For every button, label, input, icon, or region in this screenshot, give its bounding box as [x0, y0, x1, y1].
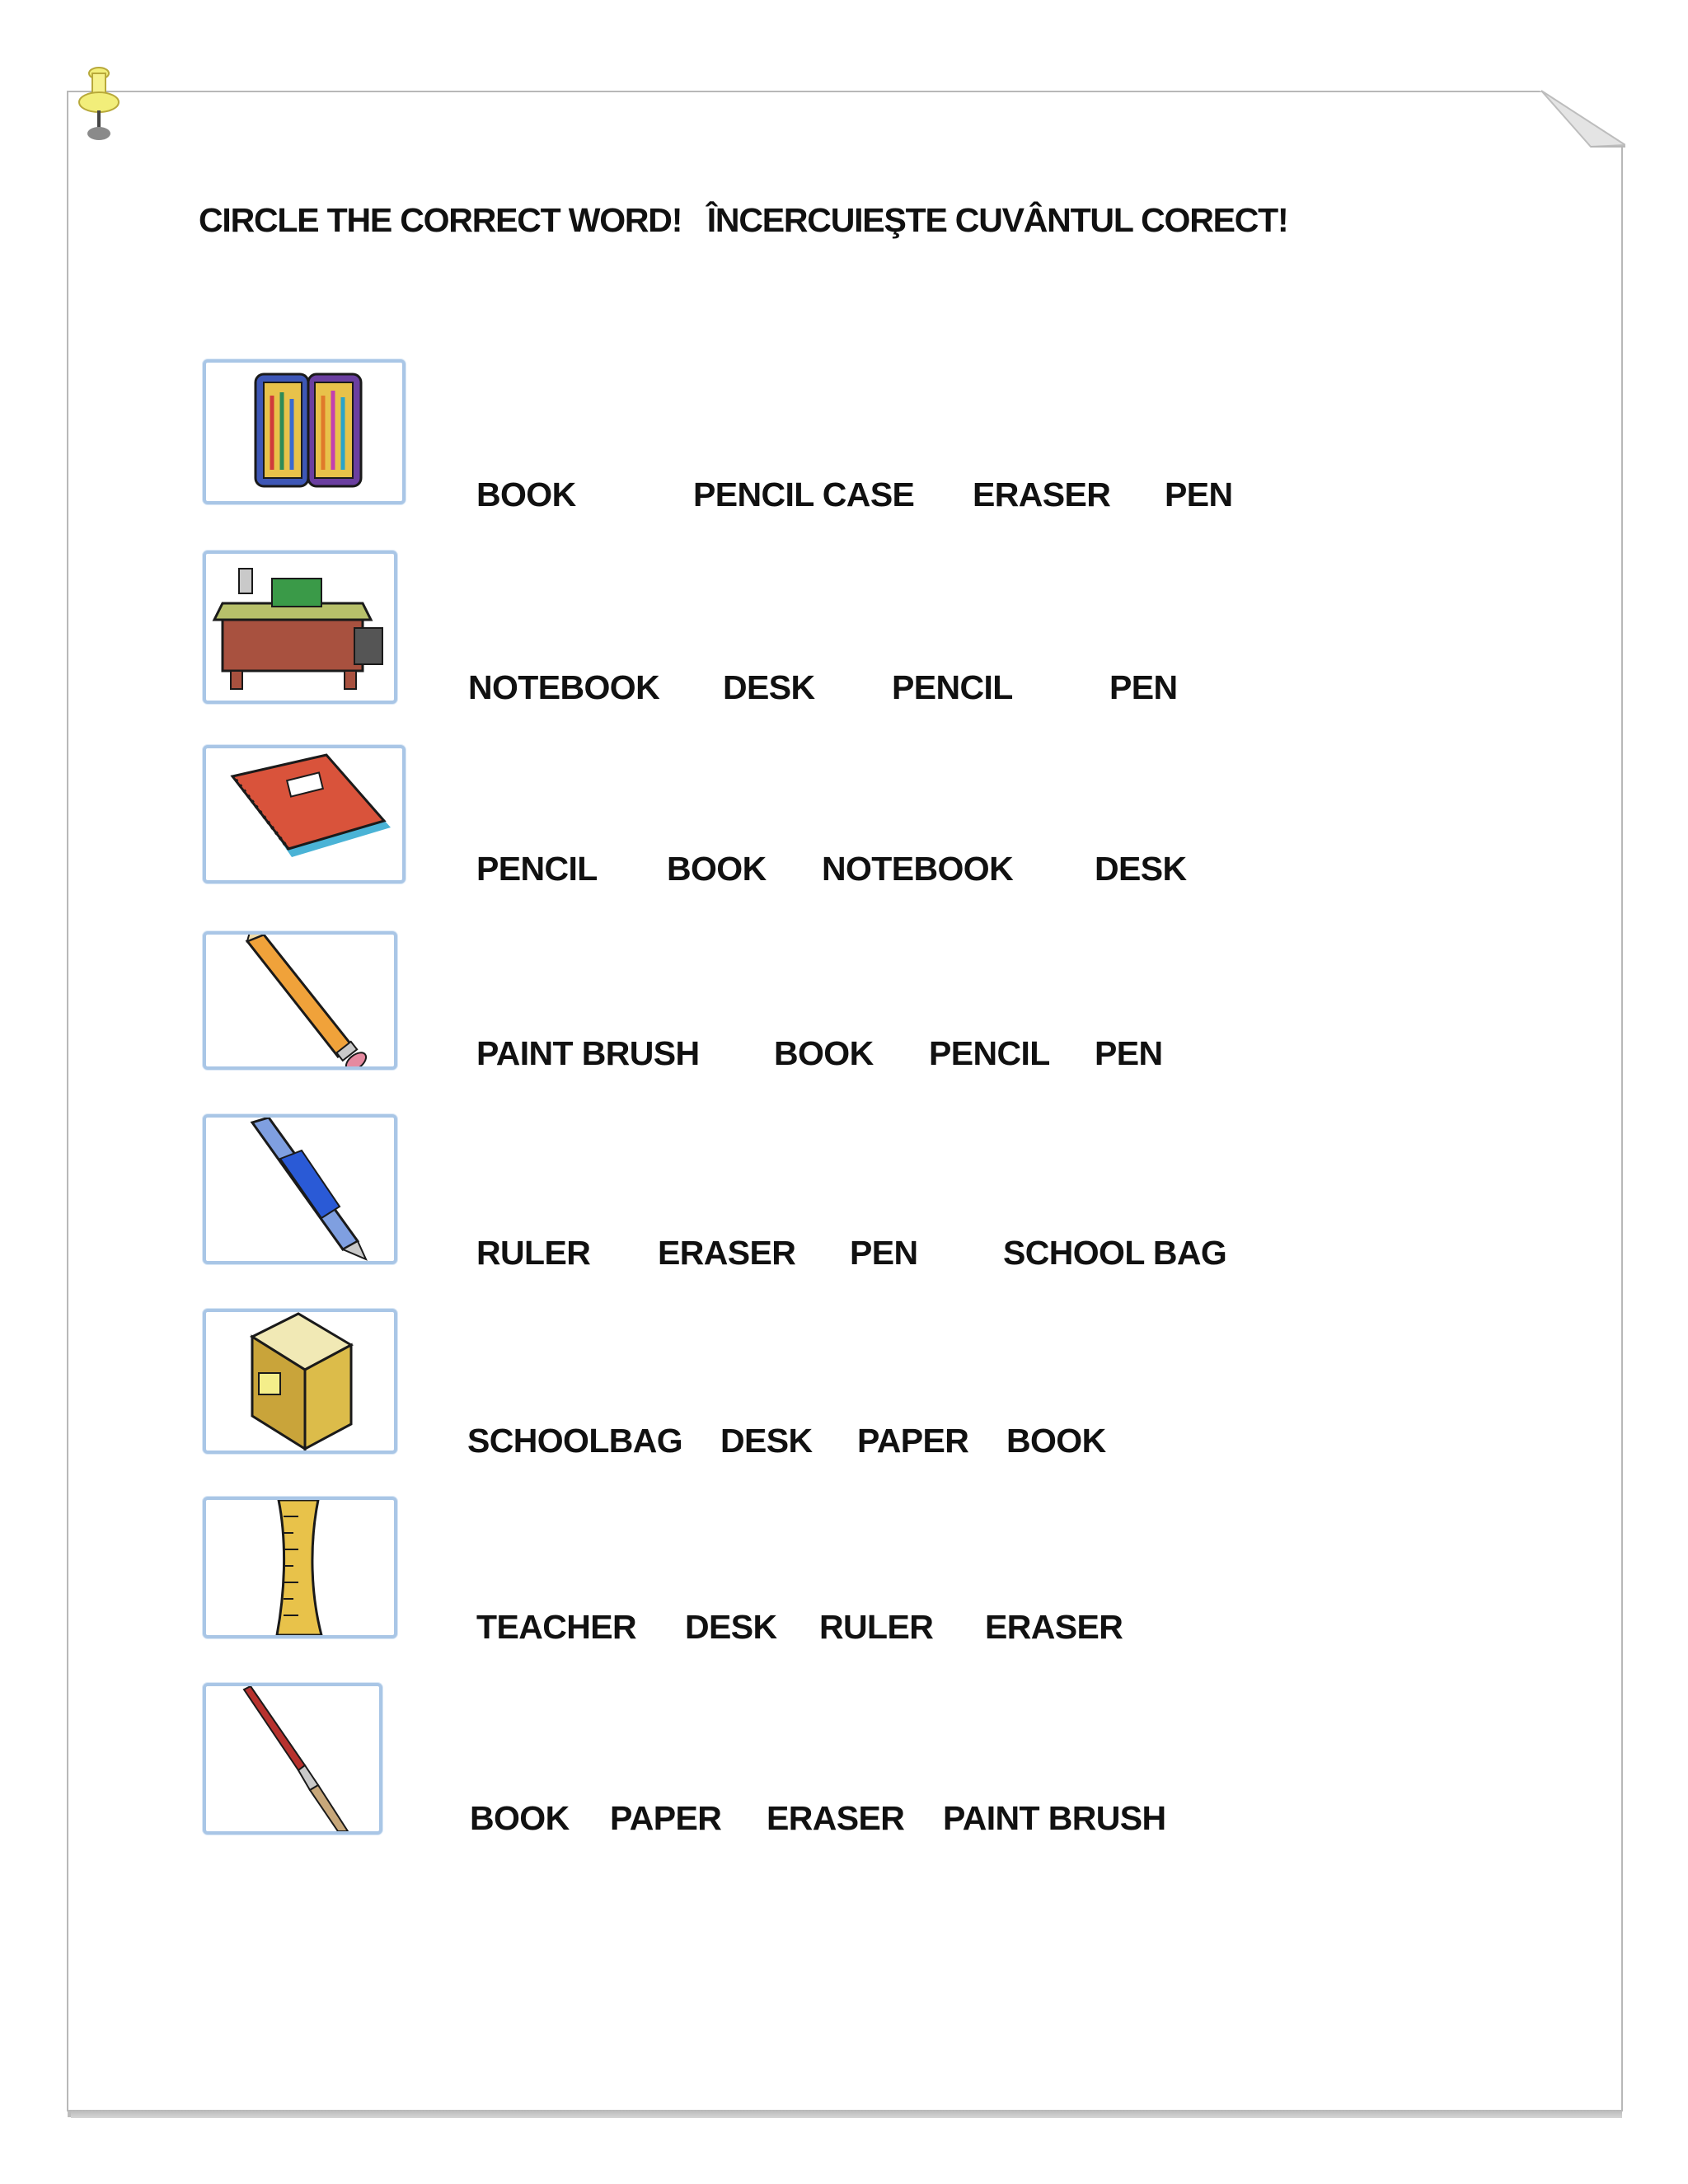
word-option[interactable]: TEACHER: [476, 1608, 636, 1646]
word-option[interactable]: NOTEBOOK: [822, 850, 1014, 888]
picture-frame: [203, 931, 397, 1070]
ruler-icon: [206, 1500, 394, 1635]
book-icon: [206, 1312, 394, 1451]
word-option[interactable]: SCHOOL BAG: [1003, 1234, 1227, 1272]
word-option[interactable]: PAINT BRUSH: [476, 1034, 700, 1072]
picture-frame: [203, 1309, 397, 1454]
word-option[interactable]: NOTEBOOK: [468, 668, 660, 706]
picture-frame: [203, 1683, 382, 1835]
word-option[interactable]: ERASER: [658, 1234, 796, 1272]
word-option[interactable]: PAPER: [857, 1422, 969, 1460]
word-option[interactable]: DESK: [720, 1422, 813, 1460]
word-option[interactable]: PEN: [850, 1234, 918, 1272]
pushpin-icon: [76, 63, 122, 143]
word-option[interactable]: PEN: [1165, 476, 1233, 513]
word-option[interactable]: RULER: [819, 1608, 934, 1646]
word-option[interactable]: PEN: [1109, 668, 1178, 706]
word-option[interactable]: DESK: [723, 668, 815, 706]
word-option[interactable]: PAINT BRUSH: [943, 1799, 1166, 1837]
word-option[interactable]: BOOK: [667, 850, 767, 888]
word-option[interactable]: PENCIL: [892, 668, 1013, 706]
word-option[interactable]: RULER: [476, 1234, 591, 1272]
notebook-icon: [206, 748, 402, 880]
word-option[interactable]: BOOK: [470, 1799, 570, 1837]
picture-frame: [203, 745, 406, 883]
word-option[interactable]: SCHOOLBAG: [467, 1422, 683, 1460]
picture-frame: [203, 551, 397, 704]
paint-brush-icon: [206, 1686, 379, 1831]
word-option[interactable]: PAPER: [610, 1799, 722, 1837]
picture-frame: [203, 1497, 397, 1638]
word-option[interactable]: PENCIL: [476, 850, 598, 888]
word-option[interactable]: ERASER: [767, 1799, 905, 1837]
word-option[interactable]: BOOK: [774, 1034, 874, 1072]
word-option[interactable]: BOOK: [1006, 1422, 1106, 1460]
word-option[interactable]: ERASER: [985, 1608, 1123, 1646]
sheet-shadow: [71, 2110, 1622, 2118]
word-option[interactable]: PEN: [1095, 1034, 1163, 1072]
page-curl-icon: [1540, 89, 1625, 148]
word-option[interactable]: PENCIL: [929, 1034, 1050, 1072]
word-option[interactable]: ERASER: [973, 476, 1111, 513]
desk-icon: [206, 554, 394, 701]
pencil-icon: [206, 935, 394, 1066]
picture-frame: [203, 1114, 397, 1264]
word-option[interactable]: DESK: [685, 1608, 777, 1646]
pencil-case-icon: [206, 363, 402, 501]
word-option[interactable]: BOOK: [476, 476, 576, 513]
word-option[interactable]: PENCIL CASE: [693, 476, 915, 513]
instruction-title: CIRCLE THE CORRECT WORD! ÎNCERCUIEŞTE CUVÂNTUL CORECT!: [199, 201, 1288, 239]
picture-frame: [203, 359, 406, 504]
word-option[interactable]: DESK: [1095, 850, 1187, 888]
pen-icon: [206, 1118, 394, 1261]
